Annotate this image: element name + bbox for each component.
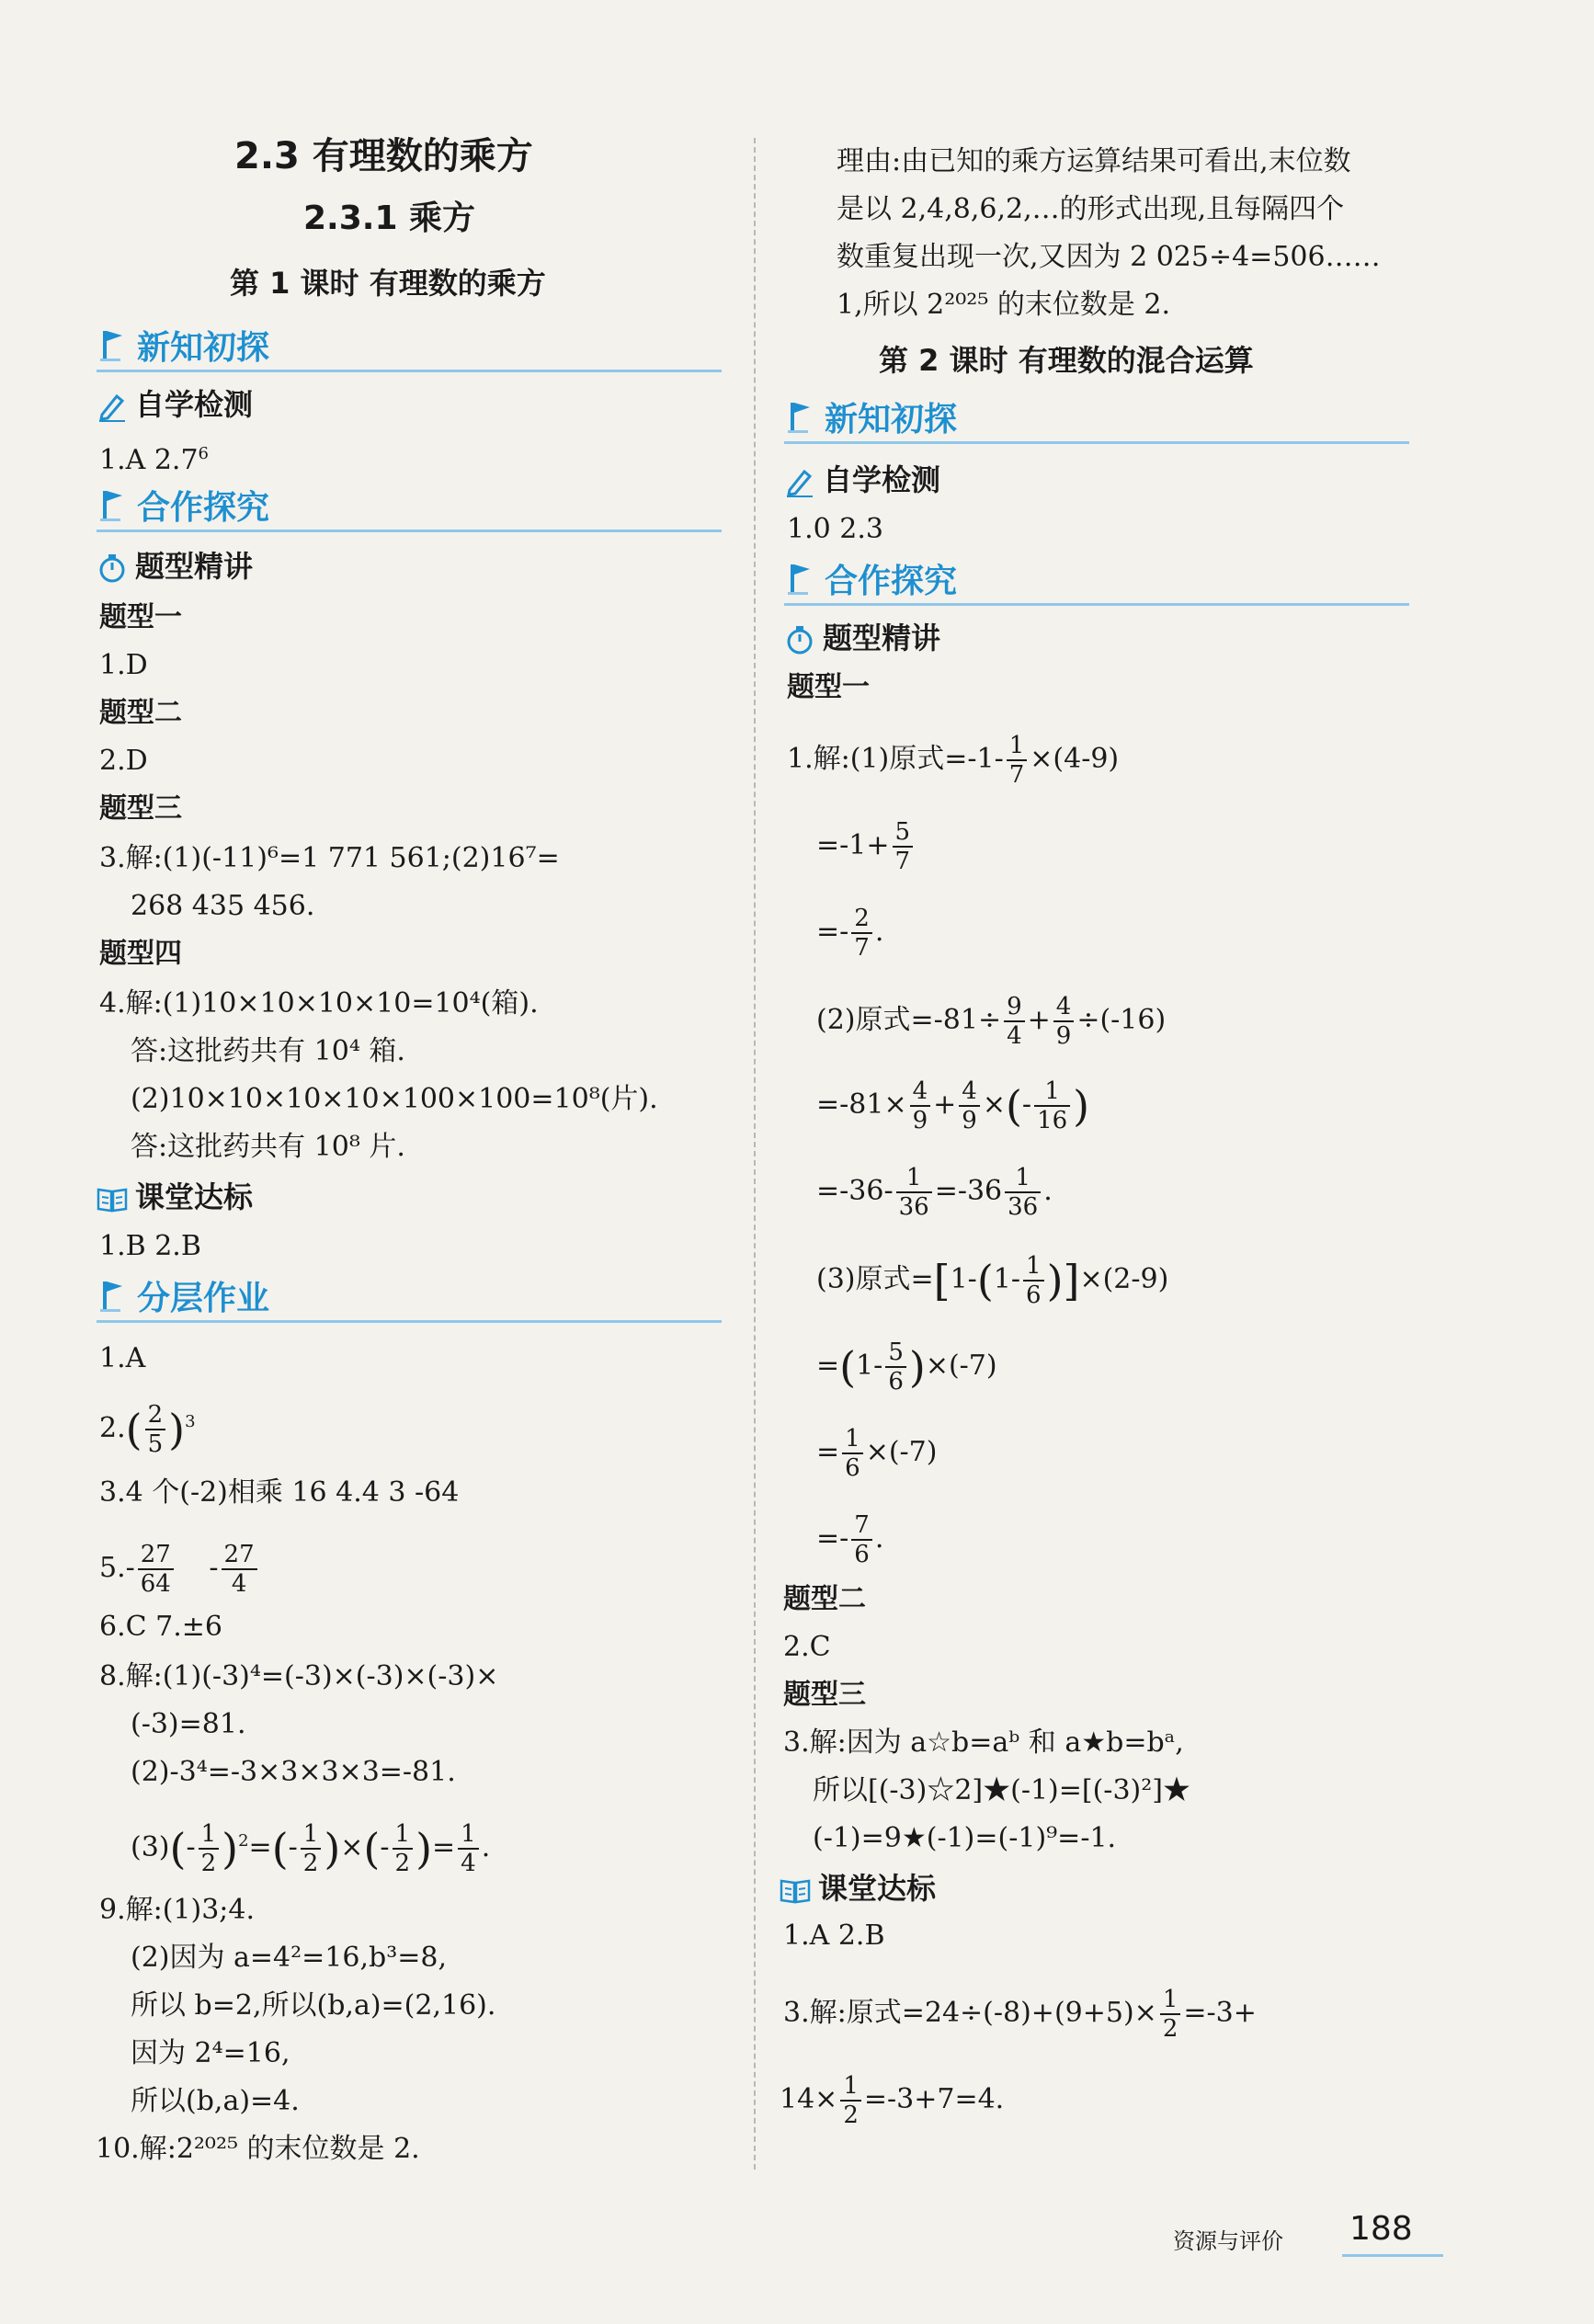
section-banner-cooperative	[97, 478, 722, 532]
answer-line: 8.解:(1)(-3)⁴=(-3)×(-3)×(-3)×	[99, 1660, 499, 1692]
fraction: $\frac{7}{6}$	[851, 1511, 872, 1568]
answer-line: 理由:由已知的乘方运算结果可看出,末位数	[837, 145, 1351, 177]
fraction: $\frac{9}{4}$	[1004, 993, 1025, 1050]
fraction: $\frac{1}{2}$	[301, 1820, 322, 1877]
section-title: 2.3 有理数的乘方	[234, 135, 533, 177]
math-line: = $\frac{1}{6}$ ×(-7)	[816, 1425, 938, 1482]
fraction: $\frac{1}{16}$	[1034, 1077, 1070, 1134]
subheading-self-check: 自学检测	[784, 460, 940, 500]
subheading-question-types: 题型精讲	[97, 546, 253, 587]
flag-icon	[788, 399, 815, 434]
answer-line: 数重复出现一次,又因为 2 025÷4=506……	[837, 241, 1381, 273]
type-heading: 题型三	[783, 1679, 866, 1711]
fraction: $\frac{27}{64}$	[138, 1541, 174, 1598]
fraction: $\frac{1}{6}$	[842, 1425, 863, 1482]
answer-line: 4.解:(1)10×10×10×10=10⁴(箱).	[99, 987, 539, 1020]
open-book-icon	[97, 1183, 128, 1214]
pencil-icon	[97, 391, 128, 422]
footer-label: 资源与评价	[1173, 2228, 1283, 2254]
math-line: =- $\frac{7}{6}$ .	[816, 1511, 884, 1568]
section-banner-label: 合作探究	[825, 563, 958, 600]
type-heading: 题型二	[99, 697, 182, 729]
math-line: =-81× $\frac{4}{9}$ + $\frac{4}{9}$ ×(- $\frac{1}{16}$ )	[816, 1077, 1090, 1134]
math-line: (3)原式=[1-(1- $\frac{1}{6}$ )]×(2-9)	[816, 1252, 1169, 1309]
answer-line: 2.D	[99, 745, 148, 777]
flag-icon	[788, 561, 815, 596]
flag-icon	[100, 487, 128, 522]
answer-line: 所以 b=2,所以(b,a)=(2,16).	[131, 1989, 496, 2022]
page-number-underline	[1342, 2254, 1443, 2257]
fraction: $\frac{1}{2}$	[393, 1820, 414, 1877]
stopwatch-icon	[784, 624, 815, 655]
math-line: =(1- $\frac{5}{6}$ )×(-7)	[816, 1339, 997, 1396]
flag-icon	[100, 1278, 128, 1313]
section-banner-new-knowledge	[97, 318, 722, 372]
section-banner-label: 新知初探	[137, 329, 270, 367]
math-line: 14× $\frac{1}{2}$ =-3+7=4.	[780, 2072, 1005, 2129]
answer-line: 1.D	[99, 649, 148, 681]
answer-line: 1.A $2.7^6$	[99, 444, 209, 476]
answer-line: 3.4 个(-2)相乘 16 4.4 3 -64	[99, 1476, 460, 1509]
subheading-self-check: 自学检测	[97, 384, 253, 425]
answer-line: 5.- $\frac{27}{64}$ - $\frac{27}{4}$	[99, 1541, 260, 1598]
page-number: 188	[1349, 2210, 1413, 2248]
answer-line: 所以(b,a)=4.	[131, 2085, 300, 2117]
answer-line: 268 435 456.	[131, 890, 315, 922]
math-line: 1.解:(1)原式=-1- $\frac{1}{7}$ ×(4-9)	[787, 732, 1120, 789]
section-banner-label: 分层作业	[137, 1280, 270, 1317]
subheading-classwork: 课堂达标	[780, 1868, 936, 1908]
answer-line: 9.解:(1)3;4.	[99, 1894, 256, 1926]
fraction: $\frac{1}{36}$	[1005, 1164, 1041, 1221]
answer-line: (-1)=9★(-1)=(-1)⁹=-1.	[813, 1822, 1117, 1854]
answer-line: 1,所以 2²⁰²⁵ 的末位数是 2.	[837, 289, 1171, 321]
answer-line: 1.B 2.B	[99, 1230, 201, 1262]
math-line: (2)原式=-81÷ $\frac{9}{4}$ + $\frac{4}{9}$ ÷(-16)	[816, 993, 1167, 1050]
answer-line: 1.A 2.B	[783, 1920, 885, 1952]
lesson-title: 第 2 课时 有理数的混合运算	[879, 343, 1254, 378]
type-heading: 题型一	[787, 671, 870, 703]
subheading-question-types: 题型精讲	[784, 618, 940, 658]
answer-line: 所以[(-3)☆2]★(-1)=[(-3)²]★	[813, 1774, 1190, 1806]
fraction: $\frac{4}{9}$	[910, 1077, 931, 1134]
fraction: $\frac{1}{36}$	[896, 1164, 932, 1221]
type-heading: 题型一	[99, 601, 182, 633]
answer-line: (3)(- $\frac{1}{2}$ )$^2$=(- $\frac{1}{2}$ )×(- $\frac{1}{2}$ )= $\frac{1}{4}$ .	[131, 1820, 491, 1877]
answer-line: 6.C 7.±6	[99, 1611, 222, 1643]
subheading-classwork: 课堂达标	[97, 1177, 253, 1217]
fraction: $\frac{4}{9}$	[959, 1077, 980, 1134]
section-banner-new-knowledge	[784, 390, 1409, 444]
section-banner-cooperative	[784, 552, 1409, 606]
math-line: =-1+ $\frac{5}{7}$	[816, 818, 916, 875]
math-line: =- $\frac{2}{7}$ .	[816, 905, 884, 962]
answer-line: 1.A	[99, 1342, 146, 1374]
fraction: $\frac{2}{5}$	[145, 1401, 166, 1458]
flag-icon	[100, 327, 128, 362]
answer-line: 答:这批药共有 10⁸ 片.	[131, 1131, 405, 1163]
fraction: $\frac{5}{7}$	[893, 818, 914, 875]
math-line: =-36- $\frac{1}{36}$ =-36 $\frac{1}{36}$ .	[816, 1164, 1053, 1221]
fraction: $\frac{1}{7}$	[1007, 732, 1028, 789]
fraction: $\frac{1}{2}$	[199, 1820, 220, 1877]
section-banner-label: 合作探究	[137, 489, 270, 527]
fraction: $\frac{1}{2}$	[840, 2072, 861, 2129]
type-heading: 题型二	[783, 1583, 866, 1615]
open-book-icon	[780, 1874, 811, 1906]
fraction: $\frac{1}{2}$	[1160, 1986, 1181, 2043]
answer-line: 答:这批药共有 10⁴ 箱.	[131, 1035, 405, 1067]
answer-line: 是以 2,4,8,6,2,…的形式出现,且每隔四个	[837, 193, 1345, 225]
math-line: 3.解:原式=24÷(-8)+(9+5)× $\frac{1}{2}$ =-3+	[783, 1986, 1257, 2043]
answer-line: 3.解:因为 a☆b=aᵇ 和 a★b=bᵃ,	[783, 1726, 1184, 1759]
section-banner-homework	[97, 1269, 722, 1323]
answer-line: (-3)=81.	[131, 1708, 246, 1740]
answer-line: (2)10×10×10×10×100×100=10⁸(片).	[131, 1083, 658, 1115]
fraction: $\frac{1}{6}$	[1023, 1252, 1044, 1309]
answer-line: 1.0 2.3	[787, 513, 883, 545]
answer-line: 因为 2⁴=16,	[131, 2037, 290, 2069]
answer-line: 3.解:(1)(-11)⁶=1 771 561;(2)16⁷=	[99, 842, 560, 874]
stopwatch-icon	[97, 553, 128, 584]
section-banner-label: 新知初探	[825, 401, 958, 439]
fraction: $\frac{4}{9}$	[1053, 993, 1075, 1050]
column-divider	[754, 138, 756, 2170]
type-heading: 题型三	[99, 792, 182, 825]
type-heading: 题型四	[99, 938, 182, 970]
answer-line: (2)-3⁴=-3×3×3×3=-81.	[131, 1756, 456, 1788]
answer-line: 10.解:2²⁰²⁵ 的末位数是 2.	[96, 2133, 420, 2165]
fraction: $\frac{1}{4}$	[458, 1820, 479, 1877]
subsection-title: 2.3.1 乘方	[303, 199, 476, 237]
answer-line: 2.C	[783, 1631, 831, 1663]
pencil-icon	[784, 466, 815, 497]
fraction: $\frac{27}{4}$	[222, 1541, 257, 1598]
answer-line: (2)因为 a=4²=16,b³=8,	[131, 1942, 448, 1974]
answer-line: 2.( $\frac{2}{5}$ )$^3$	[99, 1401, 196, 1458]
lesson-title: 第 1 课时 有理数的乘方	[230, 266, 546, 301]
fraction: $\frac{5}{6}$	[885, 1339, 906, 1396]
fraction: $\frac{2}{7}$	[851, 905, 872, 962]
